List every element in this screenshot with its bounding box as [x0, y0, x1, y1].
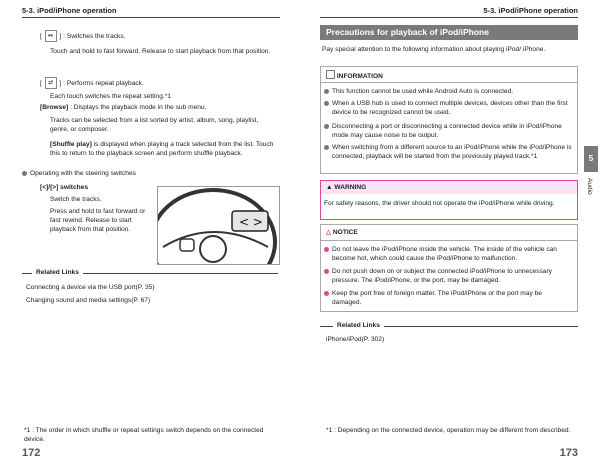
right-footnote: *1 : Depending on the connected device, operation may be different from described. — [326, 427, 571, 434]
left-related-title: Related Links — [32, 268, 83, 277]
left-related-link-1[interactable]: Connecting a device via the USB port(P. 35) — [26, 284, 155, 291]
steering-line1: Switch the tracks. — [50, 196, 102, 203]
info-item-2: When a USB hub is used to connect multiple devices, devices other than the first device to be recognized cannot be used. — [332, 99, 572, 117]
left-footnote: *1 : The order in which shuffle or repeat settings switch depends on the connected device. — [24, 427, 264, 443]
info-item-3: Disconnecting a port or disconnecting a connected device while in iPod/iPhone mode may cause noise to be output. — [332, 122, 572, 140]
left-header: 5-3. iPod/iPhone operation — [22, 6, 117, 15]
steering-wheel-icon — [158, 187, 279, 264]
browse-item — [40, 103, 280, 112]
browse-detail: Tracks can be selected from a list sorted by artist, album, song, playlist, genre, or composer. — [50, 117, 259, 133]
left-page-number: 172 — [22, 447, 41, 459]
intro-text: Pay special attention to the following information about playing iPod/ iPhone. — [322, 46, 546, 53]
repeat-text: : Performs repeat playback. — [63, 79, 144, 87]
tracks-detail: Touch and hold to fast forward. Release to start playback from that position. — [50, 48, 271, 55]
tracks-text: : Switches the tracks. — [63, 32, 126, 40]
browse-text: : Displays the playback mode in the sub menu. — [70, 104, 207, 111]
repeat-detail: Each touch switches the repeat setting.*1 — [50, 93, 171, 100]
browse-label: [Browse] — [40, 104, 69, 111]
right-header: 5-3. iPod/iPhone operation — [483, 6, 578, 15]
info-item-1: This function cannot be used while Android Auto is connected. — [332, 87, 572, 96]
steering-bullet: Operating with the steering switches — [30, 169, 270, 178]
warning-icon: ▲ — [326, 184, 333, 191]
repeat-item: [ ⇄ ] : Performs repeat playback. — [40, 77, 280, 89]
shuffle-label: [Shuffle play] — [50, 141, 92, 148]
notice-item-3: Keep the port free of foreign matter. The iPod/iPhone or the port may be damaged. — [332, 289, 572, 307]
warning-text: For safety reasons, the driver should not operate the iPod/iPhone while driving. — [324, 200, 555, 207]
warning-title: ▲ WARNING — [326, 184, 367, 191]
svg-text:< >: < > — [239, 215, 263, 229]
right-related-link[interactable]: iPhone/iPod(P. 302) — [326, 336, 385, 343]
tracks-item: [ ⏯ ] : Switches the tracks. — [40, 30, 280, 42]
steering-illustration — [157, 186, 280, 265]
right-header-rule — [320, 17, 578, 18]
right-page-number: 173 — [559, 447, 578, 459]
shuffle-text: is displayed when playing a track selected from the list. Touch this to return to the playback screen and perform shuffle playback. — [50, 141, 274, 157]
notice-icon: △ — [326, 229, 332, 236]
chapter-tab-label: Audio — [586, 178, 593, 195]
notice-title: △ NOTICE — [326, 229, 358, 236]
left-header-rule — [22, 17, 280, 18]
left-related-link-2[interactable]: Changing sound and media settings(P. 67) — [26, 297, 151, 304]
repeat-icon: ⇄ — [45, 77, 57, 89]
notice-divider — [320, 240, 578, 241]
steering-title: [<]/[>] switches — [40, 184, 89, 191]
info-icon — [326, 70, 335, 79]
section-title: Precautions for playback of iPod/iPhone — [320, 25, 578, 40]
tracks-icon: ⏯ — [45, 30, 57, 42]
steering-line2: Press and hold to fast forward or fast rewind. Release to start playback from that position. — [50, 208, 146, 233]
shuffle-detail — [50, 140, 276, 158]
notice-item-1: Do not leave the iPod/iPhone inside the vehicle. The inside of the vehicle can become hot, which could cause the iPod/iPhone to malfunction. — [332, 245, 572, 263]
info-divider — [320, 82, 578, 83]
right-related-title: Related Links — [333, 321, 384, 330]
chapter-tab: 5 — [584, 146, 598, 172]
notice-item-2: Do not push down on or subject the connected iPod/iPhone to unnecessary pressure. The iPod/iPhone, or the port, may be damaged. — [332, 267, 572, 285]
info-item-4: When switching from a different source to an iPod/iPhone while the iPod/iPhone is connected, playback will be started from the previously played track.*1 — [332, 144, 572, 160]
information-title: INFORMATION — [326, 70, 383, 81]
